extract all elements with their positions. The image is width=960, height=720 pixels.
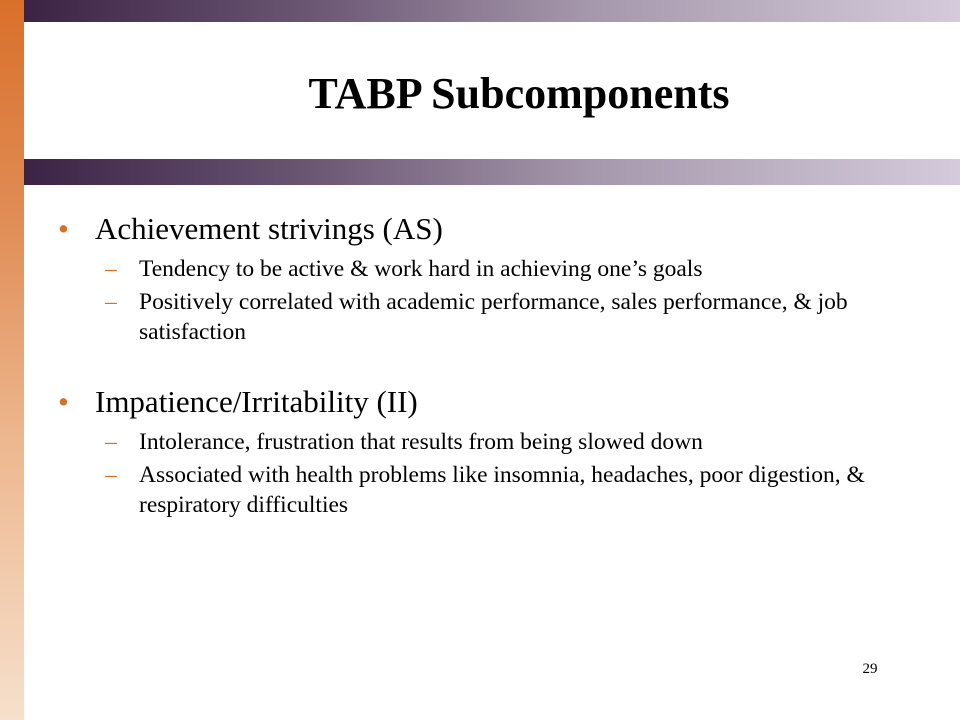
sub-item-text: Intolerance, frustration that results from being slowed down: [139, 429, 703, 455]
dash-icon: –: [105, 256, 117, 282]
sub-item: [105, 460, 918, 520]
bullet-item: [58, 210, 918, 248]
bullet-text: Impatience/Irritability (II): [95, 384, 418, 419]
slide-title: TABP Subcomponents: [308, 69, 730, 118]
bullet-item: [58, 383, 918, 421]
sub-item-text: Associated with health problems like insomnia, headaches, poor digestion, & respiratory difficulties: [139, 462, 865, 518]
sub-item-text: Positively correlated with academic performance, sales performance, & job satisfaction: [139, 289, 848, 345]
slide-content: [58, 210, 918, 523]
bullet-dot-icon: •: [58, 211, 69, 246]
page-number: 29: [862, 661, 878, 677]
sub-item-text: Tendency to be active & work hard in achieving one’s goals: [139, 256, 703, 282]
bullet-group-impatience: [58, 383, 918, 520]
sub-item: [105, 427, 918, 457]
dash-icon: –: [105, 429, 117, 455]
sub-item: [105, 287, 918, 347]
top-gradient-band: [24, 0, 960, 22]
bullet-text: Achievement strivings (AS): [95, 211, 443, 246]
sub-item: [105, 254, 918, 284]
bullet-group-achievement: [58, 210, 918, 347]
sub-list: [105, 427, 918, 520]
sub-list: [105, 254, 918, 347]
left-accent-bar: [0, 0, 24, 720]
dash-icon: –: [105, 462, 117, 488]
title-divider-band: [24, 159, 960, 185]
bullet-dot-icon: •: [58, 384, 69, 419]
dash-icon: –: [105, 289, 117, 315]
